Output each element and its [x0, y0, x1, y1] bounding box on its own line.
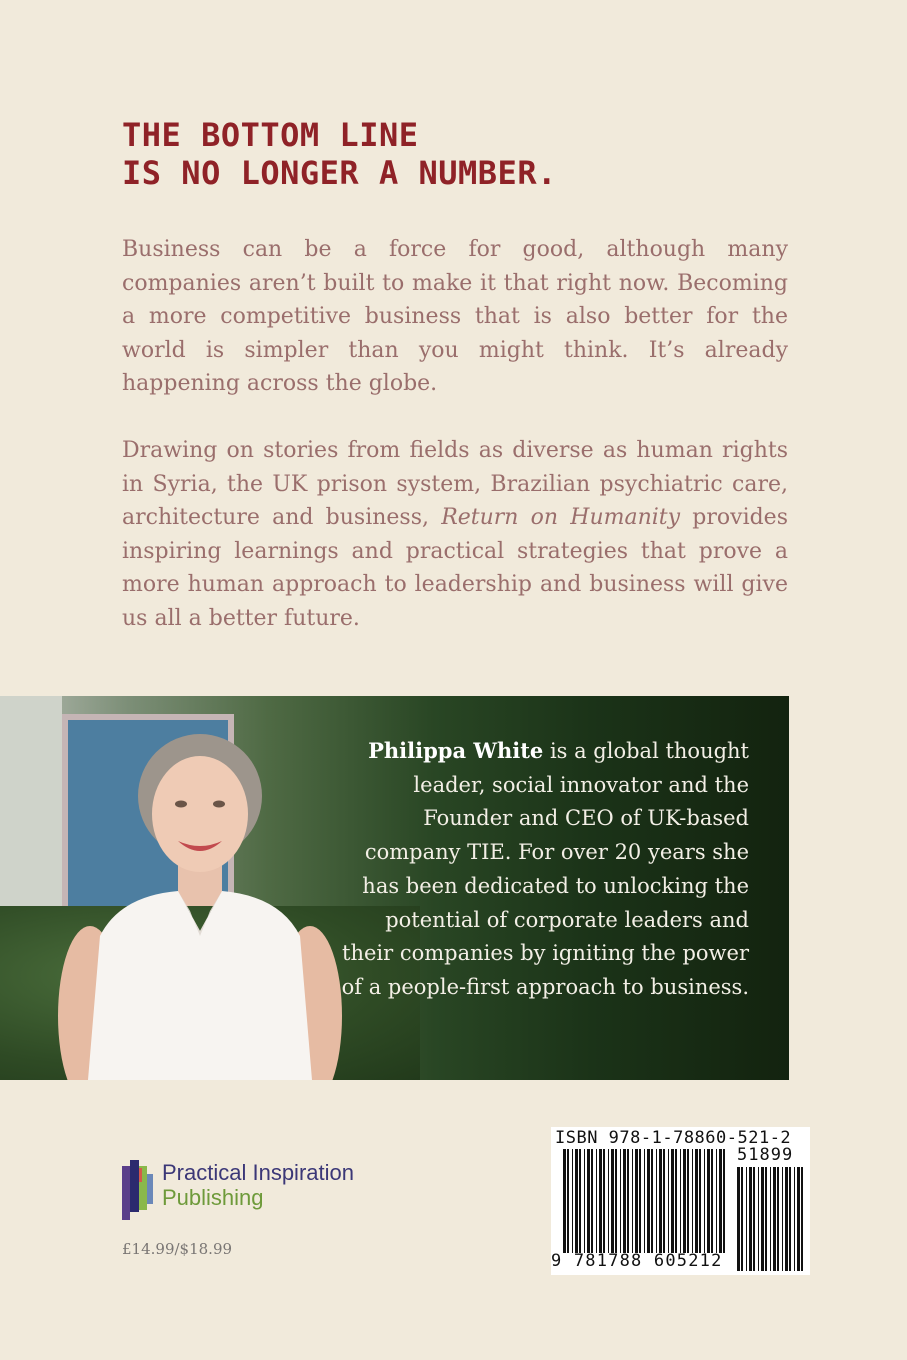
barcode-bar	[623, 1149, 626, 1253]
book-title: Return on Humanity	[441, 505, 681, 530]
barcode-bar	[711, 1149, 713, 1253]
barcode-bar	[777, 1167, 779, 1271]
barcode-bar	[635, 1149, 638, 1253]
author-photo	[50, 696, 350, 1080]
barcode-bars	[563, 1149, 729, 1253]
barcode-bar	[797, 1167, 800, 1271]
barcode-bar	[801, 1167, 803, 1271]
barcode-bar	[587, 1149, 590, 1253]
barcode-bar	[584, 1149, 585, 1253]
headline	[122, 116, 557, 192]
publisher-logo	[122, 1160, 354, 1222]
barcode-bar	[627, 1149, 629, 1253]
barcode-bar	[608, 1149, 609, 1253]
barcode-bar	[758, 1167, 759, 1271]
barcode-bar	[599, 1149, 602, 1253]
barcode-bar	[746, 1167, 747, 1271]
barcode-bar	[615, 1149, 617, 1253]
barcode-bar	[794, 1167, 795, 1271]
blurb-paragraph-2-after: provides inspiring learnings and practical strategies that prove a more human approach to leadership and business will give us all a better future.	[122, 505, 788, 631]
barcode-bar	[716, 1149, 717, 1253]
barcode-bar	[603, 1149, 605, 1253]
author-bio-text: is a global thought leader, social innovator and the Founder and CEO of UK-based company TIE. For over 20 years she has been dedicated to unlocking the potential of corporate leaders and their companies by igniting the power of a people-first approach to business.	[341, 739, 749, 999]
barcode-bar	[695, 1149, 698, 1253]
publisher-name-line-2: Publishing	[162, 1185, 264, 1210]
barcode-bar	[719, 1149, 722, 1253]
blurb-paragraph-2	[122, 434, 788, 635]
publisher-mark-icon	[122, 1160, 154, 1222]
barcode-bar	[639, 1149, 641, 1253]
barcode-bar	[659, 1149, 662, 1253]
barcode-bar	[753, 1167, 755, 1271]
barcode-bar	[699, 1149, 701, 1253]
barcode-bar	[687, 1149, 689, 1253]
barcode-bar	[620, 1149, 621, 1253]
barcode-bar	[611, 1149, 614, 1253]
barcode-bar	[761, 1167, 764, 1271]
barcode-bar	[656, 1149, 657, 1253]
barcode-bar	[663, 1149, 665, 1253]
barcode-bar	[741, 1167, 743, 1271]
author-bio	[329, 734, 749, 1005]
barcode-addon-digits: 51899	[737, 1145, 794, 1165]
publisher-name-line-1: Practical Inspiration	[162, 1160, 354, 1185]
barcode-bar	[773, 1167, 776, 1271]
barcode-bar	[596, 1149, 597, 1253]
barcode-bar	[567, 1149, 569, 1253]
barcode-bar	[692, 1149, 693, 1253]
barcode-bar	[785, 1167, 788, 1271]
barcode-bar	[749, 1167, 752, 1271]
blurb-paragraph-2-before: Drawing on stories from fields as diverse as human rights in Syria, the UK prison system, Brazilian psychiatric care, architecture and business,	[122, 438, 788, 530]
barcode-bar	[723, 1149, 725, 1253]
author-name: Philippa White	[368, 738, 544, 763]
barcode-bar	[572, 1149, 573, 1253]
barcode-bar	[770, 1167, 771, 1271]
barcode-addon-bars	[737, 1167, 803, 1271]
barcode-bar	[675, 1149, 677, 1253]
barcode-bar	[591, 1149, 593, 1253]
barcode-bar	[782, 1167, 783, 1271]
headline-line-2: IS NO LONGER A NUMBER.	[122, 154, 557, 192]
barcode-bar	[644, 1149, 645, 1253]
barcode-bar	[651, 1149, 653, 1253]
headline-line-1: THE BOTTOM LINE	[122, 116, 419, 154]
barcode-bar	[680, 1149, 681, 1253]
barcode-bar	[683, 1149, 686, 1253]
barcode-bar	[671, 1149, 674, 1253]
author-photo-band	[0, 696, 789, 1080]
isbn-label: ISBN 978-1-78860-521-2	[555, 1128, 792, 1148]
barcode-bar	[632, 1149, 633, 1253]
barcode-digits: 9 781788 605212	[551, 1251, 723, 1271]
barcode-bar	[704, 1149, 705, 1253]
barcode-bar	[765, 1167, 767, 1271]
barcode-bar	[575, 1149, 578, 1253]
barcode-bar	[647, 1149, 650, 1253]
barcode-bar	[563, 1149, 566, 1253]
barcode-bar	[579, 1149, 581, 1253]
barcode-bar	[707, 1149, 710, 1253]
isbn-barcode	[551, 1127, 810, 1275]
barcode-bar	[789, 1167, 791, 1271]
barcode-bar	[737, 1167, 740, 1271]
barcode-bar	[668, 1149, 669, 1253]
price: £14.99/$18.99	[122, 1240, 233, 1258]
blurb-paragraph-1: Business can be a force for good, although many companies aren’t built to make it that right now. Becoming a more competitive business that is also better for the world is simpler than you might think. It’s already happening across the globe.	[122, 237, 788, 396]
